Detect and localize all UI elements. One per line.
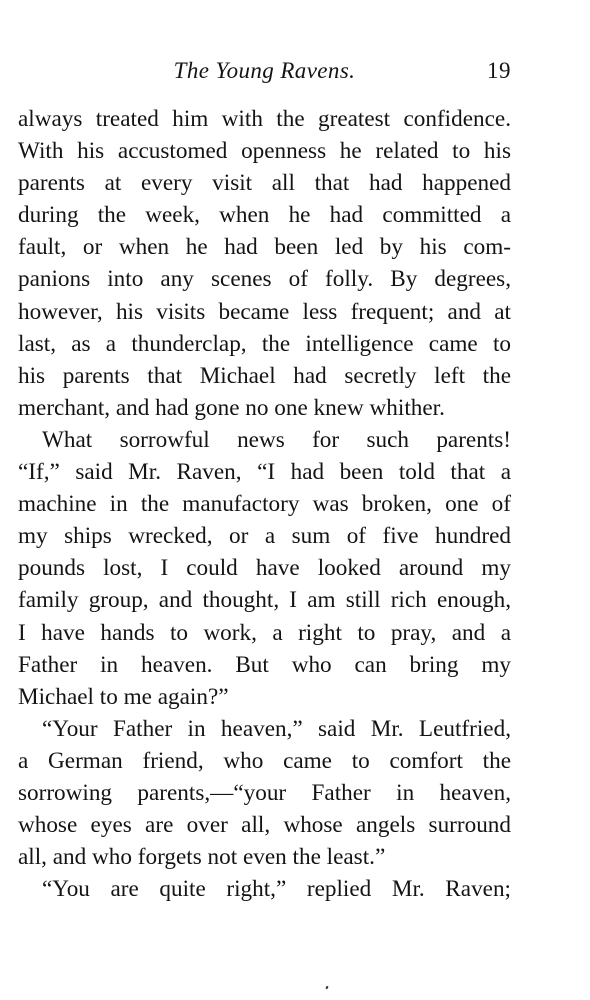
text-line: machine in the manufactory was broken, one of: [18, 491, 511, 518]
text-line: sorrowing parents,—“your Father in heaven,: [18, 779, 511, 806]
ink-speck: [325, 986, 328, 990]
text-line: his parents that Michael had secretly left the: [18, 362, 511, 389]
text-line: during the week, when he had committed a: [18, 202, 511, 229]
text-line: my ships wrecked, or a sum of five hundred: [18, 523, 511, 550]
text-line: “Your Father in heaven,” said Mr. Leutfried,: [42, 715, 511, 742]
text-line: all, and who forgets not even the least.”: [18, 844, 386, 871]
text-line: panions into any scenes of folly. By degrees,: [18, 266, 511, 293]
text-line: “You are quite right,” replied Mr. Raven;: [42, 876, 511, 903]
text-line: What sorrowful news for such parents!: [42, 426, 511, 453]
text-line: whose eyes are over all, whose angels surround: [18, 812, 511, 839]
page-header: [18, 58, 511, 88]
body-text: [18, 103, 511, 905]
text-line: fault, or when he had been led by his com-: [18, 234, 511, 261]
page-number: 19: [487, 58, 511, 83]
text-line: pounds lost, I could have looked around my: [18, 555, 511, 582]
text-line: With his accustomed openness he related to his: [18, 138, 511, 165]
text-line: a German friend, who came to comfort the: [18, 747, 511, 774]
text-line: last, as a thunderclap, the intelligence came to: [18, 330, 511, 357]
text-line: however, his visits became less frequent; and at: [18, 298, 511, 325]
text-line: merchant, and had gone no one knew whither.: [18, 394, 445, 421]
text-line: “If,” said Mr. Raven, “I had been told that a: [18, 459, 511, 486]
text-line: parents at every visit all that had happened: [18, 170, 511, 197]
text-line: family group, and thought, I am still rich enough,: [18, 587, 511, 614]
text-line: always treated him with the greatest confidence.: [18, 106, 511, 132]
running-title: The Young Ravens.: [173, 58, 356, 83]
text-line: I have hands to work, a right to pray, and a: [18, 619, 511, 646]
text-line: Father in heaven. But who can bring my: [18, 651, 511, 678]
text-line: Michael to me again?”: [18, 683, 229, 710]
